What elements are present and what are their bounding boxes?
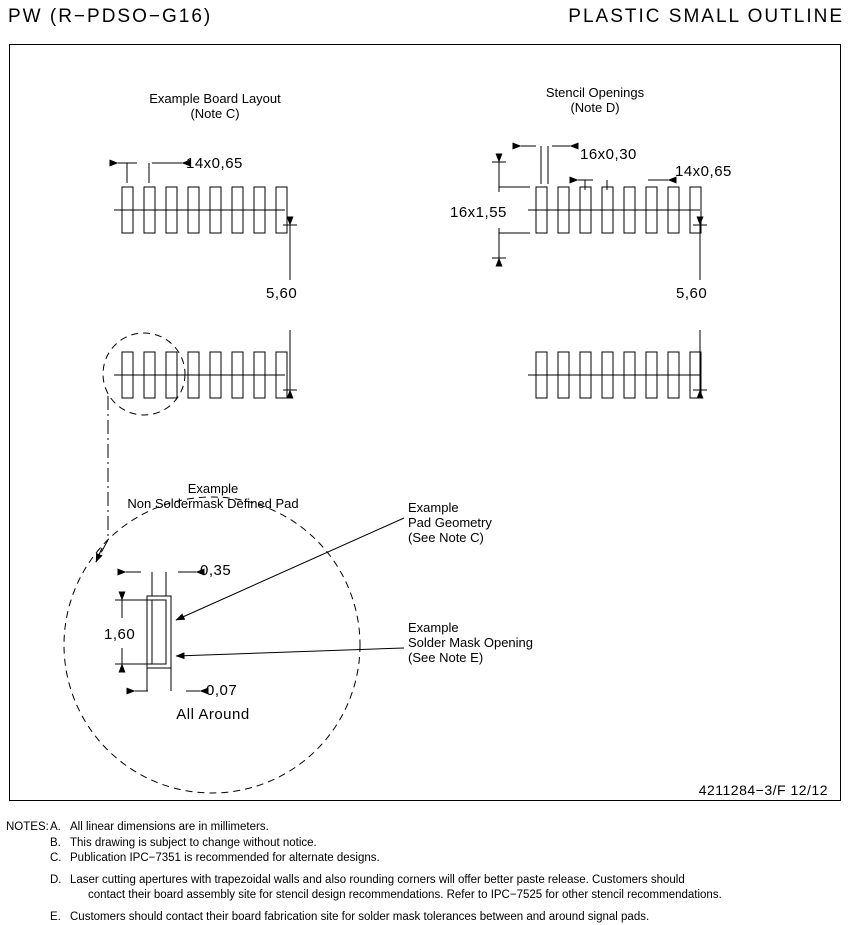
note-item <box>6 820 844 836</box>
pad-height-dimension: 1,60 <box>104 626 135 643</box>
note-letter: E. <box>50 910 61 925</box>
note-text: All linear dimensions are in millimeters. <box>70 820 844 836</box>
note-item <box>6 910 844 925</box>
all-around-label: All Around <box>176 706 249 723</box>
note-letter: D. <box>50 873 62 889</box>
note-text: Publication IPC−7351 is recommended for alternate designs. <box>70 851 844 867</box>
board-layout-title: Example Board Layout (Note C) <box>149 91 281 121</box>
stencil-height-dimension: 16x1,55 <box>450 204 507 221</box>
stencil-title: Stencil Openings (Note D) <box>546 85 644 115</box>
package-designator: PW (R−PDSO−G16) <box>8 6 212 28</box>
notes-block <box>6 820 844 925</box>
note-text: Customers should contact their board fabrication site for solder mask tolerances between and around signal pads. <box>70 910 844 925</box>
stencil-pitch-dimension: 14x0,65 <box>675 163 732 180</box>
drawing-frame <box>9 44 841 801</box>
package-family-title: PLASTIC SMALL OUTLINE <box>568 6 844 28</box>
note-item <box>6 873 844 904</box>
board-pitch-dimension: 14x0,65 <box>186 155 243 172</box>
note-item <box>6 851 844 867</box>
document-number: 4211284−3/F 12/12 <box>699 782 828 798</box>
note-letter: A. <box>50 820 61 836</box>
stencil-span-dimension: 5,60 <box>676 285 707 302</box>
pad-geometry-callout: Example Pad Geometry (See Note C) <box>408 500 492 545</box>
notes-title: NOTES: <box>6 820 49 836</box>
note-letter: C. <box>50 851 62 867</box>
stencil-width-dimension: 16x0,30 <box>580 146 637 163</box>
detail-title: Example Non Soldermask Defined Pad <box>127 481 298 511</box>
note-letter: B. <box>50 836 61 852</box>
pad-clearance-dimension: 0,07 <box>206 682 237 699</box>
note-text: Laser cutting apertures with trapezoidal walls and also rounding corners will offer better paste release. Customers should <box>70 873 844 889</box>
pad-width-dimension: 0,35 <box>200 562 231 579</box>
note-item <box>6 836 844 852</box>
note-text-cont: contact their board assembly site for stencil design recommendations. Refer to IPC−7525 for other stencil recommendations. <box>70 888 844 904</box>
solder-mask-opening-callout: Example Solder Mask Opening (See Note E) <box>408 620 533 665</box>
board-span-dimension: 5,60 <box>266 285 297 302</box>
note-text: This drawing is subject to change without notice. <box>70 836 844 852</box>
